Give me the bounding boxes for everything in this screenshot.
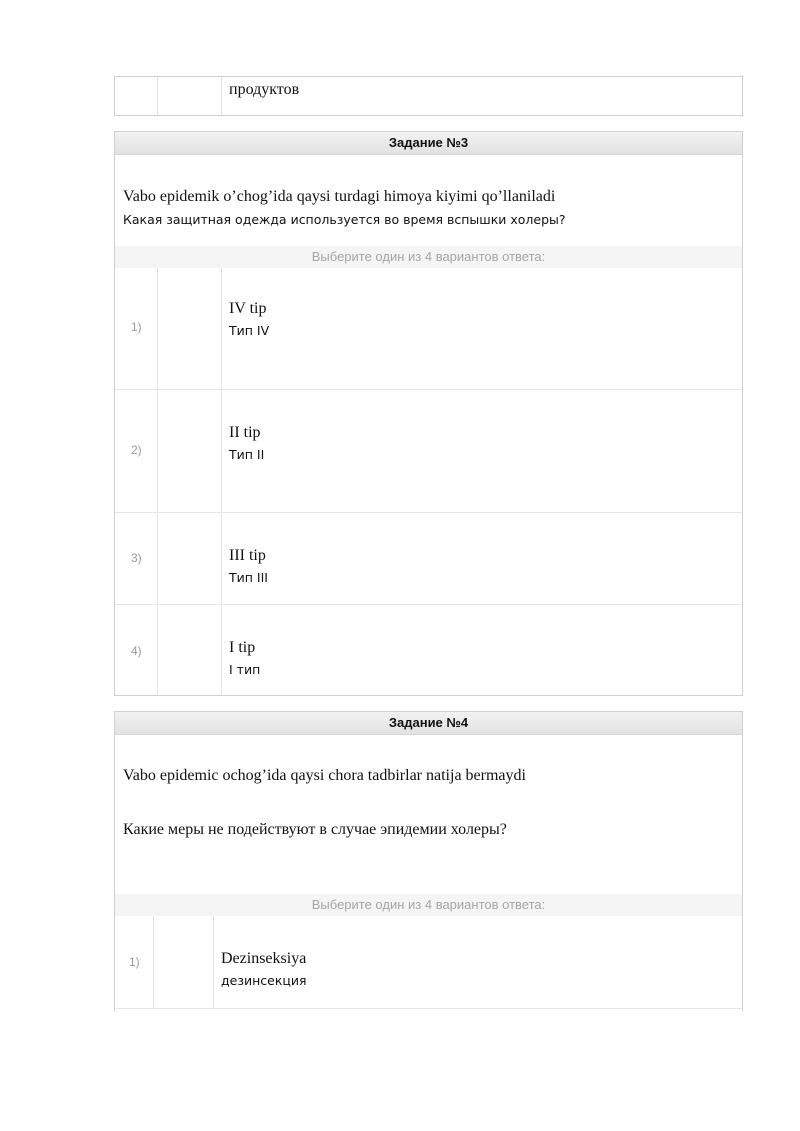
option-number: 3) bbox=[131, 551, 142, 565]
prev-task-fragment bbox=[114, 76, 743, 116]
option-text-ru: Тип IV bbox=[229, 323, 270, 338]
option-number: 1) bbox=[131, 320, 142, 334]
column-divider bbox=[157, 268, 158, 389]
task-4-choose-label: Выберите один из 4 вариантов ответа: bbox=[115, 894, 742, 916]
task-3-question-ru: Какая защитная одежда используется во время вспышки холеры? bbox=[123, 212, 566, 227]
task-3-option-3[interactable] bbox=[115, 513, 742, 605]
task-4-question-uz: Vabo epidemic ochog’ida qaysi chora tadbirlar natija bermaydi bbox=[123, 767, 526, 784]
column-divider bbox=[153, 916, 154, 1008]
column-divider bbox=[213, 916, 214, 1008]
option-number: 1) bbox=[129, 955, 140, 969]
option-text-ru: I тип bbox=[229, 662, 261, 677]
column-divider bbox=[221, 268, 222, 389]
option-text-uz: IV tip bbox=[229, 300, 267, 317]
option-text-uz: III tip bbox=[229, 547, 266, 564]
column-divider bbox=[157, 77, 158, 115]
option-number: 2) bbox=[131, 443, 142, 457]
prev-answer-text: продуктов bbox=[229, 81, 300, 98]
task-4-card bbox=[114, 711, 743, 1011]
task-3-option-1[interactable] bbox=[115, 268, 742, 390]
task-4-title: Задание №4 bbox=[115, 712, 742, 735]
option-text-uz: I tip bbox=[229, 639, 256, 656]
task-3-question-uz: Vabo epidemik o’chog’ida qaysi turdagi himoya kiyimi qo’llaniladi bbox=[123, 188, 556, 205]
column-divider bbox=[221, 390, 222, 512]
task-3-option-2[interactable] bbox=[115, 390, 742, 513]
column-divider bbox=[221, 605, 222, 695]
column-divider bbox=[157, 605, 158, 695]
option-text-ru: Тип II bbox=[229, 447, 265, 462]
task-3-title: Задание №3 bbox=[115, 132, 742, 155]
column-divider bbox=[221, 513, 222, 604]
option-text-uz: II tip bbox=[229, 424, 261, 441]
task-3-card bbox=[114, 131, 743, 696]
option-number: 4) bbox=[131, 644, 142, 658]
column-divider bbox=[221, 77, 222, 115]
option-text-ru: дезинсекция bbox=[221, 973, 307, 988]
task-4-question-ru: Какие меры не подействуют в случае эпидемии холеры? bbox=[123, 821, 507, 838]
option-text-uz: Dezinseksiya bbox=[221, 950, 307, 967]
task-3-option-4[interactable] bbox=[115, 605, 742, 695]
column-divider bbox=[157, 390, 158, 512]
task-3-choose-label: Выберите один из 4 вариантов ответа: bbox=[115, 246, 742, 268]
column-divider bbox=[157, 513, 158, 604]
task-4-option-1[interactable] bbox=[115, 916, 742, 1009]
option-text-ru: Тип III bbox=[229, 570, 268, 585]
